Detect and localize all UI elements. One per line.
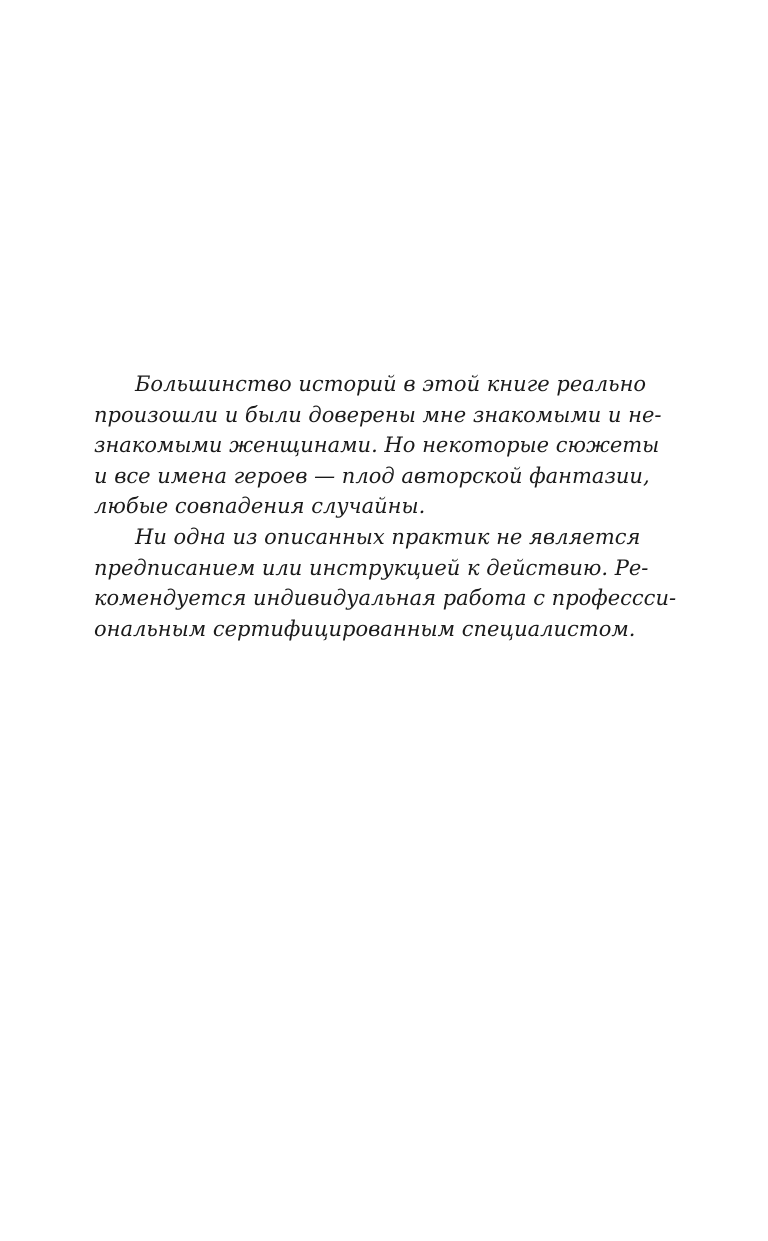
text-line: Большинство историй в этой книге реально bbox=[135, 372, 647, 396]
paragraph-2 bbox=[94, 522, 677, 644]
text-line: и все имена героев — плод авторской фантазии, bbox=[94, 463, 650, 488]
disclaimer-text bbox=[94, 369, 677, 644]
text-line: знакомыми женщинами. Но некоторые сюжеты bbox=[94, 433, 660, 458]
text-line: предписанием или инструкцией к действию. Ре- bbox=[94, 555, 649, 580]
paragraph-1 bbox=[94, 369, 662, 522]
text-line: ональным сертифицированным специалистом. bbox=[94, 616, 636, 641]
text-line: любые совпадения случайны. bbox=[94, 494, 426, 519]
text-line: Ни одна из описанных практик не является bbox=[135, 524, 641, 549]
text-line: произошли и были доверены мне знакомыми и не- bbox=[94, 402, 662, 427]
text-line: комендуется индивидуальная работа с профессси- bbox=[94, 586, 677, 611]
